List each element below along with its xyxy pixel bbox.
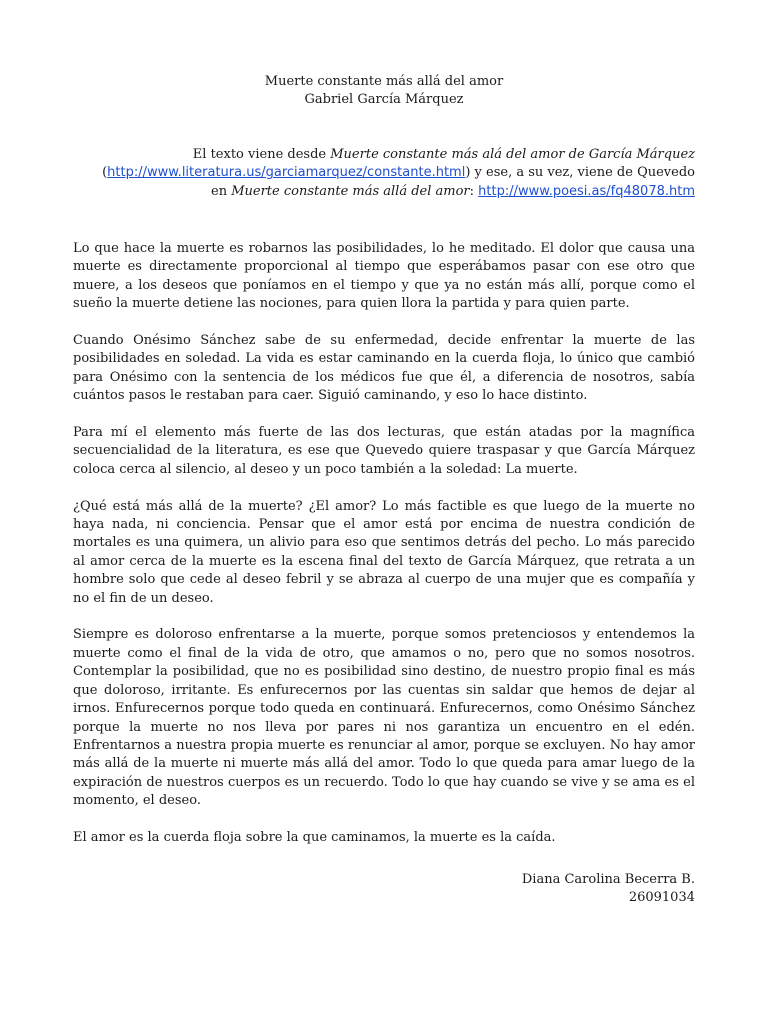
- paragraph: Para mí el elemento más fuerte de las dos lecturas, que están atadas por la magnífica secuencialidad de la literatura, es ese que Quevedo quiere traspasar y que García Márquez coloca cerca al silencio, al deseo y un poco también a la soledad: La muerte.: [73, 425, 695, 477]
- source-note: [73, 146, 695, 201]
- paragraph: ¿Qué está más allá de la muerte? ¿El amor? Lo más factible es que luego de la muerte no haya nada, ni conciencia. Pensar que el amor está por encima de nuestra condición de mortales es una quimera, un alivio para eso que sentimos detrás del pecho. Lo más parecido al amor cerca de la muerte es la escena final del texto de García Márquez, que retrata a un hombre solo que cede al deseo febril y se abraza al cuerpo de una mujer que es compañía y no el fin de un deseo.: [73, 498, 695, 606]
- author-id: 26091034: [628, 890, 695, 906]
- paragraph: Siempre es doloroso enfrentarse a la muerte, porque somos pretenciosos y entendemos la muerte como el final de la vida de otro, que amamos o no, pero que no somos nosotros. Contemplar la posibilidad, que no es posibilidad sino destino, de nuestro propio final es más que doloroso, irritante. Es enfurecernos por las cuentas sin saldar que hemos de dejar al irnos. Enfurecernos porque todo queda en continuará. Enfurecernos, como Onésimo Sánchez porque la muerte no nos lleva por pares ni nos garantiza un encuentro en el edén. Enfrentarnos a nuestra propia muerte es renunciar al amor, porque se excluyen. No hay amor más allá de la muerte ni muerte más allá del amor. Todo lo que queda para amar luego de la expiración de nuestros cuerpos es un recuerdo. Todo lo que hay cuando se vive y se ama es el momento, el deseo.: [73, 627, 695, 809]
- source-paren: (: [102, 165, 108, 181]
- source-line-3: [73, 183, 695, 201]
- source-prefix: El texto viene desde: [192, 147, 331, 162]
- signature-block: [73, 871, 695, 908]
- author-name: Diana Carolina Becerra B.: [521, 872, 695, 887]
- source-en: en: [211, 183, 232, 199]
- source-quevedo-text: ) y ese, a su vez, viene de Quevedo: [465, 165, 695, 181]
- document-author: Gabriel García Márquez: [304, 92, 464, 108]
- paragraph: Cuando Onésimo Sánchez sabe de su enfermedad, decide enfrentar la muerte de las posibilidades en soledad. La vida es estar caminando en la cuerda floja, lo único que cambió para Onésimo con la sentencia de los médicos fue que él, a diferencia de nosotros, sabía cuántos pasos le restaban para caer. Siguió caminando, y eso lo hace distinto.: [73, 333, 695, 404]
- source-colon: :: [469, 183, 479, 199]
- poesias-link[interactable]: http://www.poesi.as/fq48078.htm: [478, 183, 695, 199]
- document-header: [0, 73, 768, 110]
- paragraph: El amor es la cuerda floja sobre la que caminamos, la muerte es la caída.: [73, 829, 556, 845]
- source-line-1: [73, 146, 695, 164]
- literatura-link[interactable]: http://www.literatura.us/garciamarquez/constante.html: [107, 165, 466, 181]
- source-work-title: Muerte constante más alá del amor de García Márquez: [330, 147, 695, 162]
- quevedo-work-title: Muerte constante más allá del amor: [231, 183, 470, 199]
- paragraph: Lo que hace la muerte es robarnos las posibilidades, lo he meditado. El dolor que causa una muerte es directamente proporcional al tiempo que esperábamos pasar con ese otro que muere, a los deseos que poníamos en el tiempo y que ya no están más allí, porque como el sueño la muerte detiene las nociones, para quien llora la partida y para quien parte.: [73, 241, 695, 312]
- document-title: Muerte constante más allá del amor: [264, 74, 504, 89]
- source-line-2: [73, 164, 695, 182]
- essay-body: [73, 240, 695, 866]
